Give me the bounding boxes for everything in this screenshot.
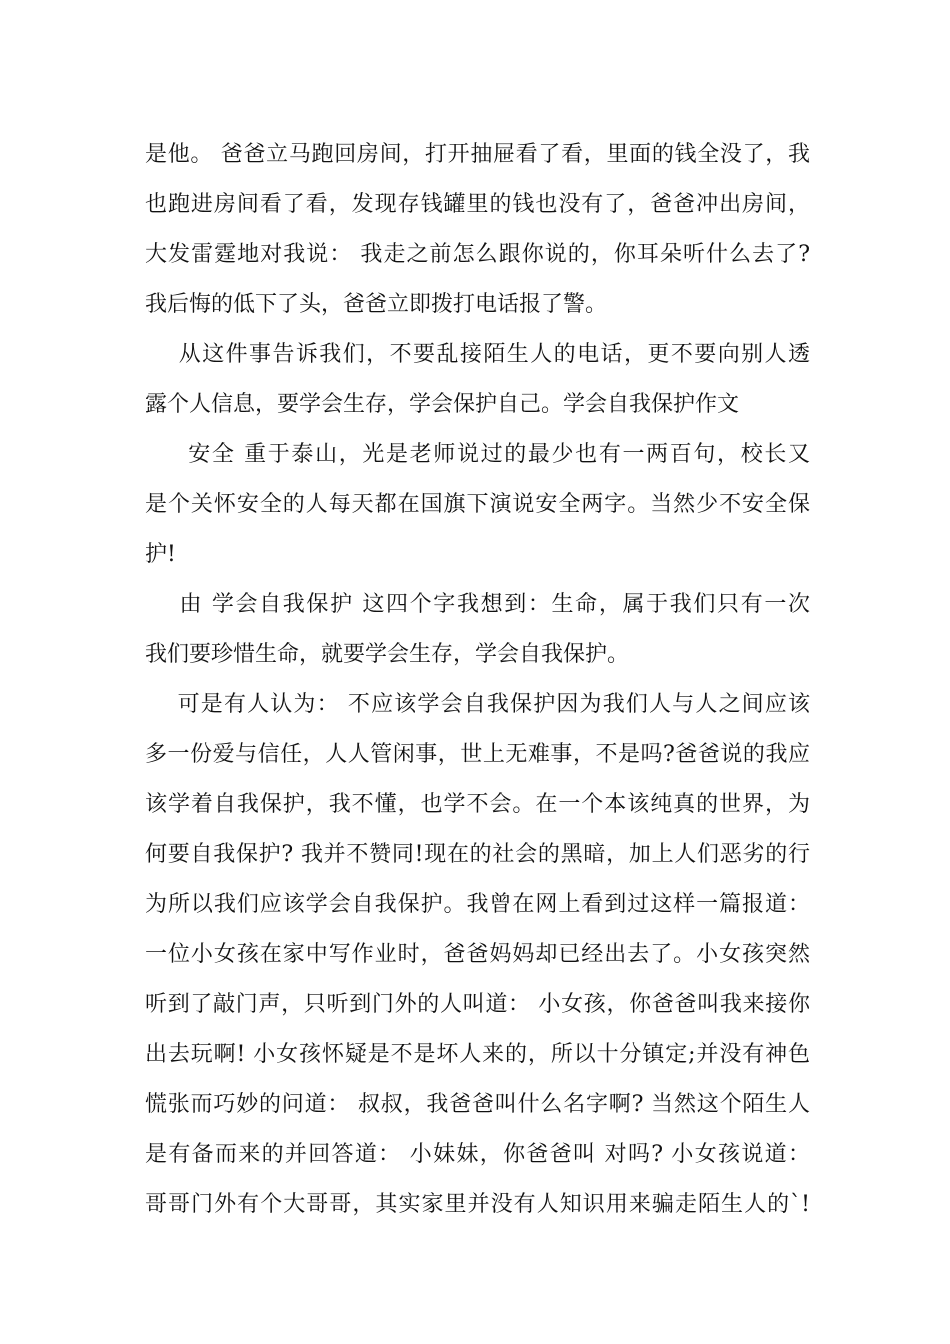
text-line: 是有备而来的并回答道： 小妹妹，你爸爸叫 对吗? 小女孩说道：: [145, 1142, 810, 1167]
text-line: 由 学会自我保护 这四个字我想到：生命，属于我们只有一次: [145, 592, 810, 617]
text-line: 慌张而巧妙的问道： 叔叔，我爸爸叫什么名字啊? 当然这个陌生人: [145, 1092, 810, 1117]
text-line: 安全 重于泰山，光是老师说过的最少也有一两百句，校长又: [145, 442, 810, 467]
text-line: 该学着自我保护，我不懂，也学不会。在一个本该纯真的世界，为: [145, 792, 810, 817]
text-line: 为所以我们应该学会自我保护。我曾在网上看到过这样一篇报道：: [145, 892, 810, 917]
text-line: 何要自我保护? 我并不赞同!现在的社会的黑暗，加上人们恶劣的行: [145, 842, 810, 867]
text-line: 出去玩啊! 小女孩怀疑是不是坏人来的，所以十分镇定;并没有神色: [145, 1042, 810, 1067]
text-line: 露个人信息，要学会生存，学会保护自己。学会自我保护作文: [145, 392, 740, 417]
text-line: 听到了敲门声，只听到门外的人叫道： 小女孩，你爸爸叫我来接你: [145, 992, 810, 1017]
text-line: 我们要珍惜生命，就要学会生存，学会自我保护。: [145, 642, 630, 667]
text-line: 是个关怀安全的人每天都在国旗下演说安全两字。当然少不安全保: [145, 492, 810, 517]
text-line: 大发雷霆地对我说： 我走之前怎么跟你说的，你耳朵听什么去了?: [145, 242, 810, 267]
article-body: [145, 130, 810, 1230]
text-line: 多一份爱与信任，人人管闲事，世上无难事，不是吗?爸爸说的我应: [145, 742, 810, 767]
text-line: 护!: [145, 542, 176, 567]
text-line: 可是有人认为： 不应该学会自我保护因为我们人与人之间应该: [145, 692, 810, 717]
text-line: 我后悔的低下了头，爸爸立即拨打电话报了警。: [145, 292, 608, 317]
text-line: 从这件事告诉我们，不要乱接陌生人的电话，更不要向别人透: [145, 342, 810, 367]
text-line: 哥哥门外有个大哥哥，其实家里并没有人知识用来骗走陌生人的`!: [145, 1192, 810, 1217]
text-line: 是他。 爸爸立马跑回房间，打开抽屉看了看，里面的钱全没了，我: [145, 142, 810, 167]
text-line: 一位小女孩在家中写作业时，爸爸妈妈却已经出去了。小女孩突然: [145, 942, 810, 967]
text-line: 也跑进房间看了看，发现存钱罐里的钱也没有了，爸爸冲出房间，: [145, 192, 810, 217]
